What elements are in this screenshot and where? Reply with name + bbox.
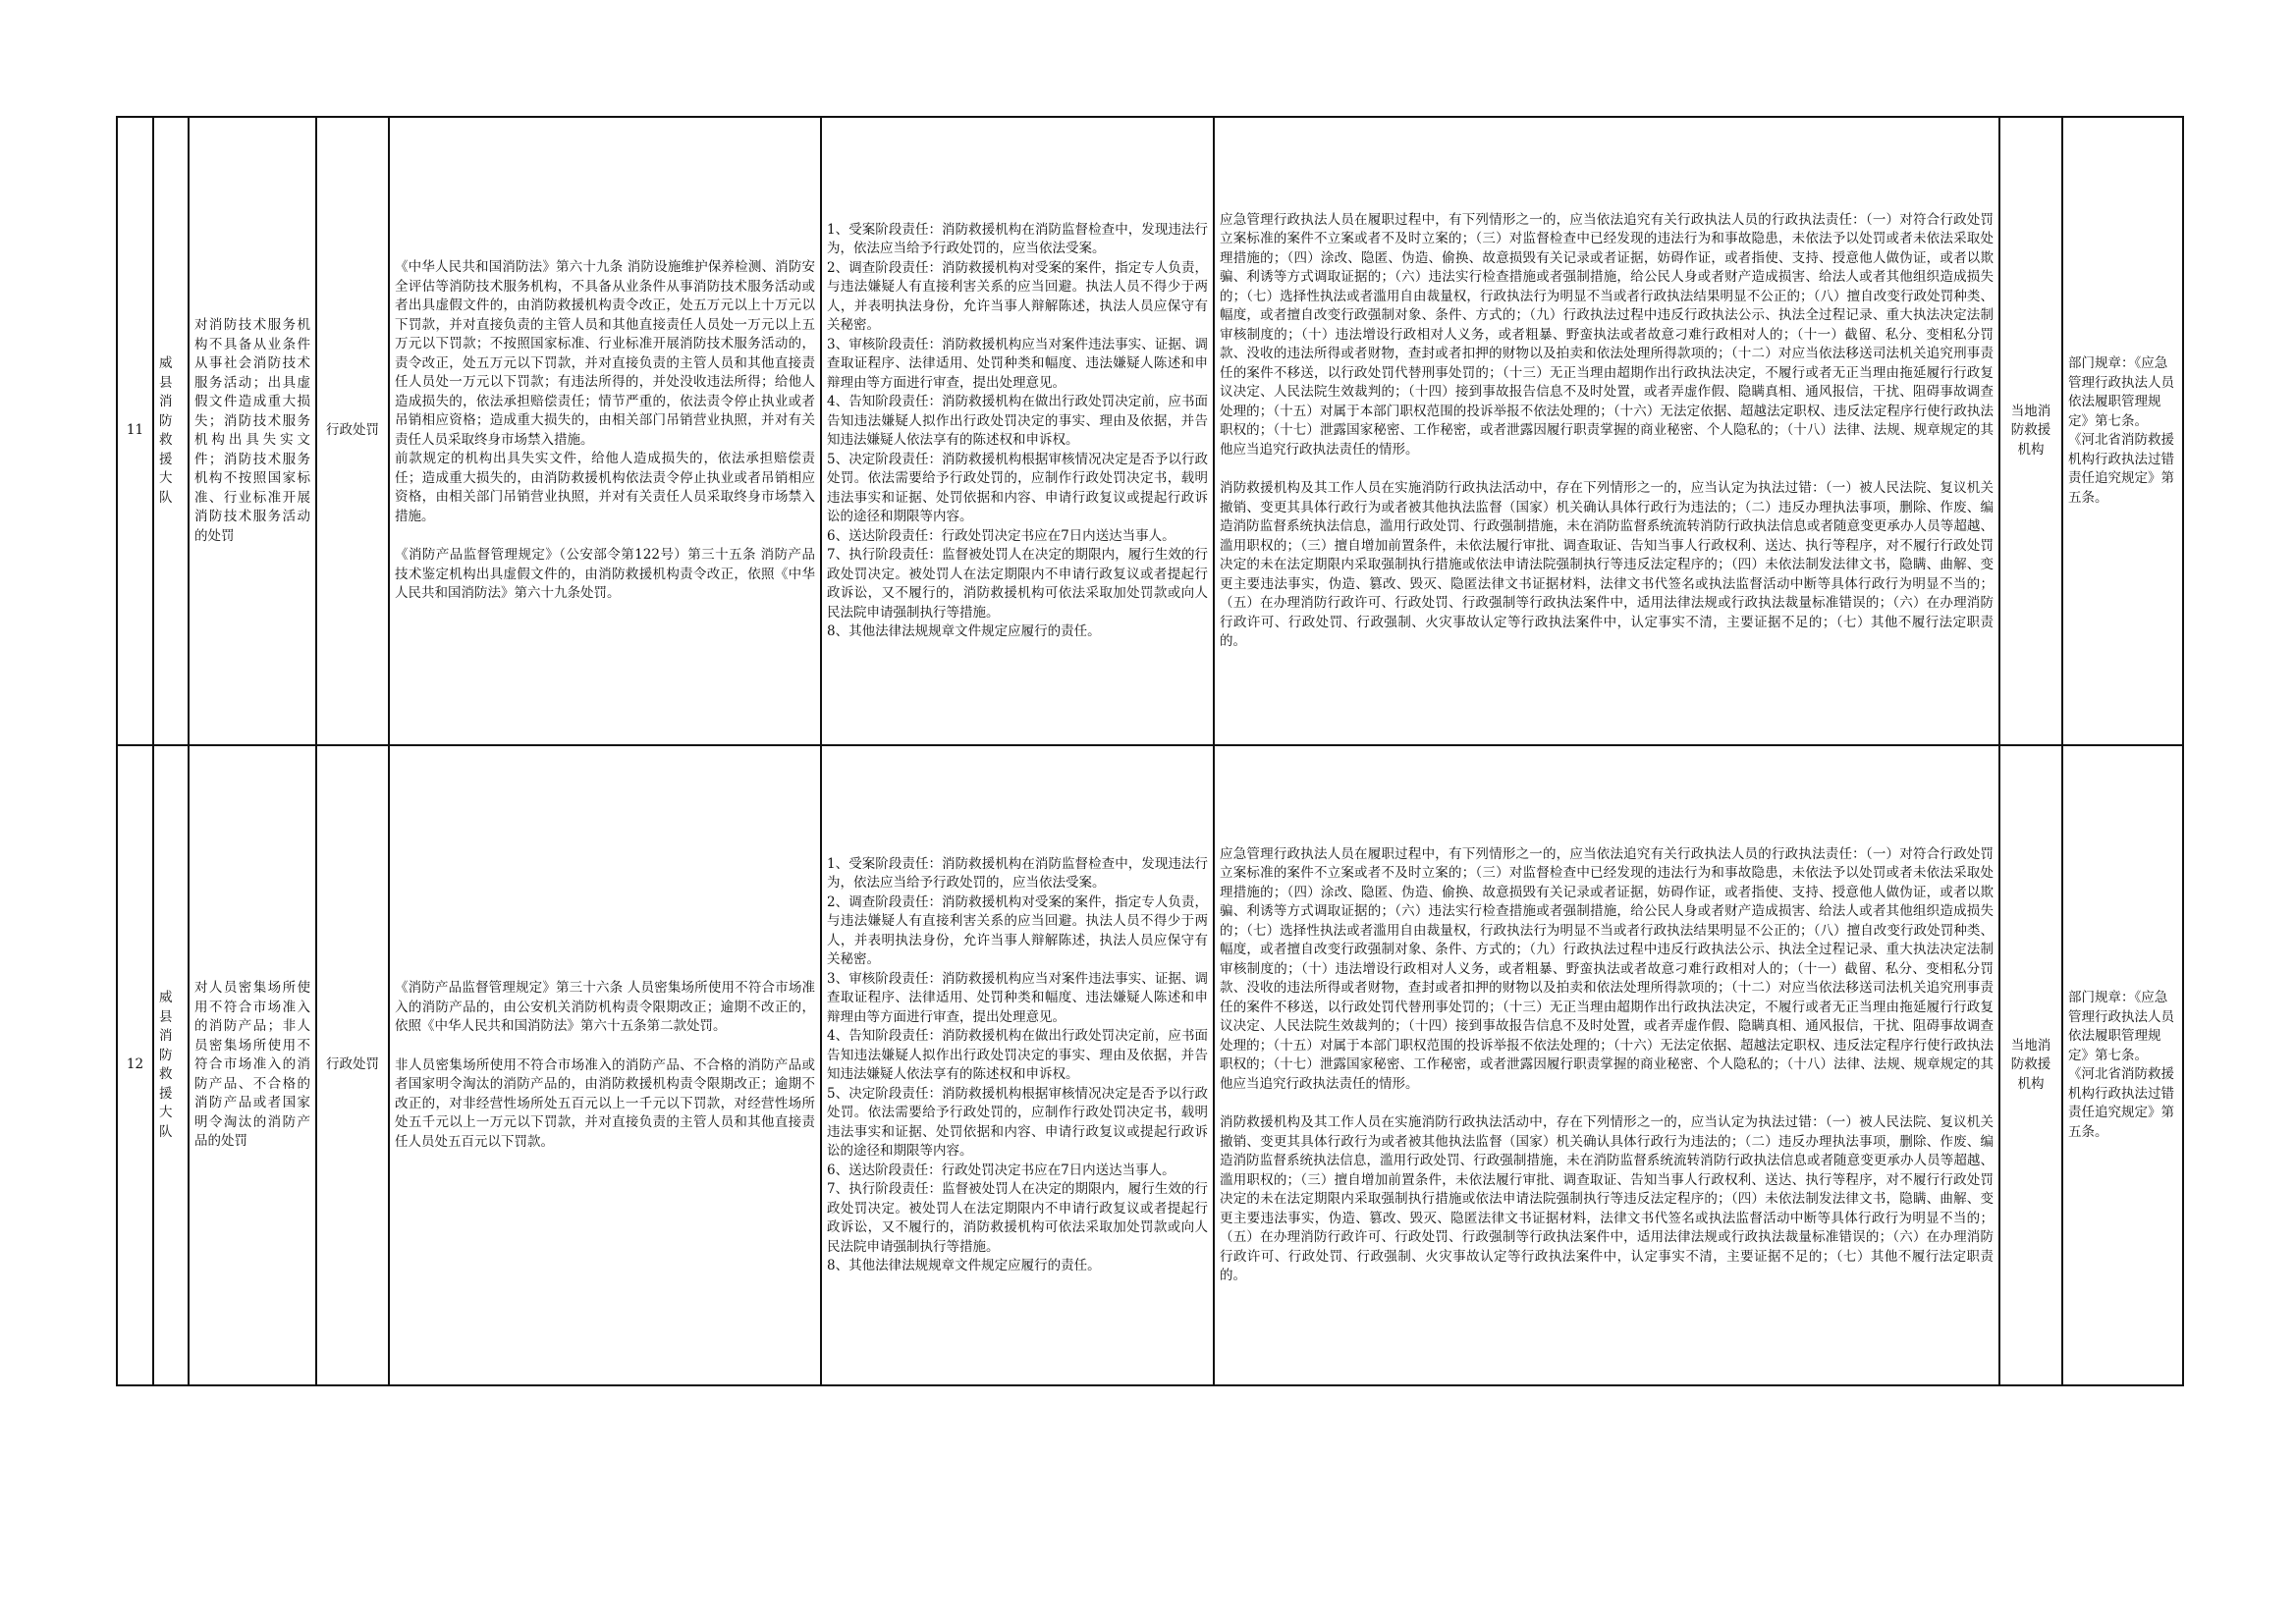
row-number: 11: [117, 117, 153, 745]
paragraph: 消防救援机构及其工作人员在实施消防行政执法活动中，存在下列情形之一的，应当认定为执法过错：（一）被人民法院、复议机关撤销、变更其具体行政行为或者被其他执法监督（国家）机关确认具体行政行为违法的；（二）违反办理执法事项，删除、作废、编造消防监督系统执法信息，滥用行政处罚、行政强制措施，未在消防监督系统流转消防行政执法信息或者随意变更承办人员等超越、滥用职权的；（三）擅自增加前置条件，未依法履行审批、调查取证、告知当事人行政权利、送达、执行等程序，对不履行行政处罚决定的未在法定期限内采取强制执行措施或依法申请法院强制执行等违反法定程序的；（四）未依法制发法律文书，隐瞒、曲解、变更主要违法事实，伪造、篡改、毁灭、隐匿法律文书证据材料，法律文书代签名或执法监督活动中断等具体行政行为明显不当的；（五）在办理消防行政许可、行政处罚、行政强制等行政执法案件中，适用法律法规或行政执法裁量标准错误的；（六）在办理消防行政许可、行政处罚、行政强制、火灾事故认定等行政执法案件中，认定事实不清，主要证据不足的；（七）其他不履行法定职责的。: [1220, 1114, 1994, 1283]
paragraph: 《中华人民共和国消防法》第六十九条 消防设施维护保养检测、消防安全评估等消防技术服务机构，不具备从业条件从事消防技术服务活动或者出具虚假文件的，由消防救援机构责令改正，处五万元以上十万元以下罚款，并对直接负责的主管人员和其他直接责任人员处一万元以上五万元以下罚款；不按照国家标准、行业标准开展消防技术服务活动的，责令改正，处五万元以下罚款，并对直接负责的主管人员和其他直接责任人员处一万元以下罚款；有违法所得的，并处没收违法所得；给他人造成损失的，依法承担赔偿责任；情节严重的，依法责令停止执业或者吊销相应资格；造成重大损失的，由相关部门吊销营业执照，并对有关责任人员采取终身市场禁入措施。: [395, 259, 815, 448]
responsibility-items: [821, 745, 1214, 1385]
paragraph: 3、审核阶段责任：消防救援机构应当对案件违法事实、证据、调查取证程序、法律适用、处罚种类和幅度、违法嫌疑人陈述和申辩理由等方面进行审查，提出处理意见。: [827, 970, 1208, 1025]
paragraph: 非人员密集场所使用不符合市场准入的消防产品、不合格的消防产品或者国家明令淘汰的消防产品的，由消防救援机构责令限期改正；逾期不改正的，对非经营性场所处五百元以上一千元以下罚款，对经营性场所处五千元以上一万元以下罚款，并对直接负责的主管人员和其他直接责任人员处五百元以下罚款。: [395, 1056, 815, 1150]
paragraph: 5、决定阶段责任：消防救援机构根据审核情况决定是否予以行政处罚。依法需要给予行政处罚的，应制作行政处罚决定书，载明违法事实和证据、处罚依据和内容、申请行政复议或提起行政诉讼的途径和期限等内容。: [827, 1085, 1208, 1159]
paragraph: 8、其他法律法规规章文件规定应履行的责任。: [827, 623, 1101, 639]
responsibility-items: [821, 117, 1214, 745]
legal-basis: [389, 745, 821, 1385]
paragraph: 6、送达阶段责任：行政处罚决定书应在7日内送达当事人。: [827, 527, 1175, 544]
table-row: [117, 117, 2183, 745]
power-type: 行政处罚: [316, 745, 389, 1385]
responsible-organ: 当地消防救援机构: [1999, 117, 2062, 745]
item-name: 对消防技术服务机构不具备从业条件从事社会消防技术服务活动；出具虚假文件造成重大损失；消防技术服务机构出具失实文件；消防技术服务机构不按照国家标准、行业标准开展消防技术服务活动的处罚: [189, 117, 316, 745]
accountability-situations: [1214, 117, 1999, 745]
paragraph: 部门规章：《应急管理行政执法人员依法履职管理规定》第七条。: [2068, 990, 2174, 1063]
paragraph: 2、调查阶段责任：消防救援机构对受案的案件，指定专人负责，与违法嫌疑人有直接利害关系的应当回避。执法人员不得少于两人，并表明执法身份，允许当事人辩解陈述，执法人员应保守有关秘密。: [827, 893, 1208, 967]
power-list-table: [116, 116, 2184, 1386]
paragraph: 消防救援机构及其工作人员在实施消防行政执法活动中，存在下列情形之一的，应当认定为执法过错：（一）被人民法院、复议机关撤销、变更其具体行政行为或者被其他执法监督（国家）机关确认具体行政行为违法的；（二）违反办理执法事项，删除、作废、编造消防监督系统执法信息，滥用行政处罚、行政强制措施，未在消防监督系统流转消防行政执法信息或者随意变更承办人员等超越、滥用职权的；（三）擅自增加前置条件，未依法履行审批、调查取证、告知当事人行政权利、送达、执行等程序，对不履行行政处罚决定的未在法定期限内采取强制执行措施或依法申请法院强制执行等违反法定程序的；（四）未依法制发法律文书，隐瞒、曲解、变更主要违法事实，伪造、篡改、毁灭、隐匿法律文书证据材料，法律文书代签名或执法监督活动中断等具体行政行为明显不当的；（五）在办理消防行政许可、行政处罚、行政强制等行政执法案件中，适用法律法规或行政执法裁量标准错误的；（六）在办理消防行政许可、行政处罚、行政强制、火灾事故认定等行政执法案件中，认定事实不清，主要证据不足的；（七）其他不履行法定职责的。: [1220, 480, 1994, 649]
paragraph-gap: [395, 526, 815, 546]
paragraph: 应急管理行政执法人员在履职过程中，有下列情形之一的，应当依法追究有关行政执法人员的行政执法责任：（一）对符合行政处罚立案标准的案件不立案或者不及时立案的；（三）对监督检查中已经发现的违法行为和事故隐患，未依法予以处罚或者未依法采取处理措施的；（四）涂改、隐匿、伪造、偷换、故意损毁有关记录或者证据，妨碍作证，或者指使、支持、授意他人做伪证，或者以欺骗、利诱等方式调取证据的；（六）违法实行检查措施或者强制措施，给公民人身或者财产造成损害、给法人或者其他组织造成损失的；（七）选择性执法或者滥用自由裁量权，行政执法行为明显不当或者行政执法结果明显不公正的；（八）擅自改变行政处罚种类、幅度，或者擅自改变行政强制对象、条件、方式的；（九）行政执法过程中违反行政执法公示、执法全过程记录、重大执法决定法制审核制度的；（十）违法增设行政相对人义务，或者粗暴、野蛮执法或者故意刁难行政相对人的；（十一）截留、私分、变相私分罚款、没收的违法所得或者财物，查封或者扣押的财物以及拍卖和依法处理所得款项的；（十二）对应当依法移送司法机关追究刑事责任的案件不移送，以行政处罚代替刑事处罚的；（十三）无正当理由超期作出行政执法决定，不履行或者无正当理由拖延履行行政复议决定、人民法院生效裁判的；（十四）接到事故报告信息不及时处置，或者弄虚作假、隐瞒真相、通风报信，干扰、阻碍事故调查处理的；（十五）对属于本部门职权范围的投诉举报不依法处理的；（十六）无法定依据、超越法定职权、违反法定程序行使行政执法职权的；（十七）泄露国家秘密、工作秘密，或者泄露因履行职责掌握的商业秘密、个人隐私的；（十八）法律、法规、规章规定的其他应当追究行政执法责任的情形。: [1220, 211, 1994, 458]
power-type: 行政处罚: [316, 117, 389, 745]
table-row: [117, 745, 2183, 1385]
accountability-basis: [2062, 117, 2183, 745]
paragraph: 《消防产品监督管理规定》第三十六条 人员密集场所使用不符合市场准入的消防产品的，由公安机关消防机构责令限期改正；逾期不改正的，依照《中华人民共和国消防法》第六十五条第二款处罚。: [395, 980, 815, 1034]
paragraph: 前款规定的机构出具失实文件，给他人造成损失的，依法承担赔偿责任；造成重大损失的，由消防救援机构依法责令停止执业或者吊销相应资格，由相关部门吊销营业执照，并对有关责任人员采取终身市场禁入措施。: [395, 451, 815, 524]
paragraph: 7、执行阶段责任：监督被处罚人在决定的期限内，履行生效的行政处罚决定。被处罚人在法定期限内不申请行政复议或者提起行政诉讼，又不履行的，消防救援机构可依法采取加处罚款或向人民法院申请强制执行等措施。: [827, 1181, 1208, 1255]
paragraph: 应急管理行政执法人员在履职过程中，有下列情形之一的，应当依法追究有关行政执法人员的行政执法责任：（一）对符合行政处罚立案标准的案件不立案或者不及时立案的；（三）对监督检查中已经发现的违法行为和事故隐患，未依法予以处罚或者未依法采取处理措施的；（四）涂改、隐匿、伪造、偷换、故意损毁有关记录或者证据，妨碍作证，或者指使、支持、授意他人做伪证，或者以欺骗、利诱等方式调取证据的；（六）违法实行检查措施或者强制措施，给公民人身或者财产造成损害、给法人或者其他组织造成损失的；（七）选择性执法或者滥用自由裁量权，行政执法行为明显不当或者行政执法结果明显不公正的；（八）擅自改变行政处罚种类、幅度，或者擅自改变行政强制对象、条件、方式的；（九）行政执法过程中违反行政执法公示、执法全过程记录、重大执法决定法制审核制度的；（十）违法增设行政相对人义务，或者粗暴、野蛮执法或者故意刁难行政相对人的；（十一）截留、私分、变相私分罚款、没收的违法所得或者财物，查封或者扣押的财物以及拍卖和依法处理所得款项的；（十二）对应当依法移送司法机关追究刑事责任的案件不移送，以行政处罚代替刑事处罚的；（十三）无正当理由超期作出行政执法决定，不履行或者无正当理由拖延履行行政复议决定、人民法院生效裁判的；（十四）接到事故报告信息不及时处置，或者弄虚作假、隐瞒真相、通风报信，干扰、阻碍事故调查处理的；（十五）对属于本部门职权范围的投诉举报不依法处理的；（十六）无法定依据、超越法定职权、违反法定程序行使行政执法职权的；（十七）泄露国家秘密、工作秘密，或者泄露因履行职责掌握的商业秘密、个人隐私的；（十八）法律、法规、规章规定的其他应当追究行政执法责任的情形。: [1220, 845, 1994, 1092]
implementing-unit: 威县消防救援大队: [153, 117, 189, 745]
item-name: 对人员密集场所使用不符合市场准入的消防产品；非人员密集场所使用不符合市场准入的消防产品、不合格的消防产品或者国家明令淘汰的消防产品的处罚: [189, 745, 316, 1385]
paragraph: 4、告知阶段责任：消防救援机构在做出行政处罚决定前，应书面告知违法嫌疑人拟作出行政处罚决定的事实、理由及依据，并告知违法嫌疑人依法享有的陈述权和申诉权。: [827, 394, 1208, 448]
paragraph: 5、决定阶段责任：消防救援机构根据审核情况决定是否予以行政处罚。依法需要给予行政处罚的，应制作行政处罚决定书，载明违法事实和证据、处罚依据和内容、申请行政复议或提起行政诉讼的途径和期限等内容。: [827, 451, 1208, 524]
paragraph: 《消防产品监督管理规定》（公安部令第122号）第三十五条 消防产品技术鉴定机构出具虚假文件的，由消防救援机构责令改正，依照《中华人民共和国消防法》第六十九条处罚。: [395, 547, 815, 602]
accountability-basis: [2062, 745, 2183, 1385]
paragraph: 3、审核阶段责任：消防救援机构应当对案件违法事实、证据、调查取证程序、法律适用、处罚种类和幅度、违法嫌疑人陈述和申辩理由等方面进行审查，提出处理意见。: [827, 336, 1208, 391]
paragraph: 《河北省消防救援机构行政执法过错责任追究规定》第五条。: [2068, 432, 2174, 506]
row-number: 12: [117, 745, 153, 1385]
paragraph-gap: [1220, 1094, 1994, 1113]
paragraph: 1、受案阶段责任：消防救援机构在消防监督检查中，发现违法行为，依法应当给予行政处罚的，应当依法受案。: [827, 855, 1208, 891]
accountability-situations: [1214, 745, 1999, 1385]
responsible-organ: 当地消防救援机构: [1999, 745, 2062, 1385]
paragraph: 8、其他法律法规规章文件规定应履行的责任。: [827, 1258, 1101, 1273]
paragraph: 4、告知阶段责任：消防救援机构在做出行政处罚决定前，应书面告知违法嫌疑人拟作出行政处罚决定的事实、理由及依据，并告知违法嫌疑人依法享有的陈述权和申诉权。: [827, 1028, 1208, 1082]
paragraph: 《河北省消防救援机构行政执法过错责任追究规定》第五条。: [2068, 1066, 2174, 1140]
paragraph: 7、执行阶段责任：监督被处罚人在决定的期限内，履行生效的行政处罚决定。被处罚人在法定期限内不申请行政复议或者提起行政诉讼，又不履行的，消防救援机构可依法采取加处罚款或向人民法院申请强制执行等措施。: [827, 547, 1208, 621]
paragraph: 2、调查阶段责任：消防救援机构对受案的案件，指定专人负责，与违法嫌疑人有直接利害关系的应当回避。执法人员不得少于两人，并表明执法身份，允许当事人辩解陈述，执法人员应保守有关秘密。: [827, 259, 1208, 333]
implementing-unit: 威县消防救援大队: [153, 745, 189, 1385]
paragraph: 1、受案阶段责任：消防救援机构在消防监督检查中，发现违法行为，依法应当给予行政处罚的，应当依法受案。: [827, 221, 1208, 256]
paragraph-gap: [1220, 460, 1994, 479]
paragraph-gap: [395, 1037, 815, 1056]
paragraph: 6、送达阶段责任：行政处罚决定书应在7日内送达当事人。: [827, 1162, 1175, 1178]
legal-basis: [389, 117, 821, 745]
paragraph: 部门规章：《应急管理行政执法人员依法履职管理规定》第七条。: [2068, 355, 2174, 429]
